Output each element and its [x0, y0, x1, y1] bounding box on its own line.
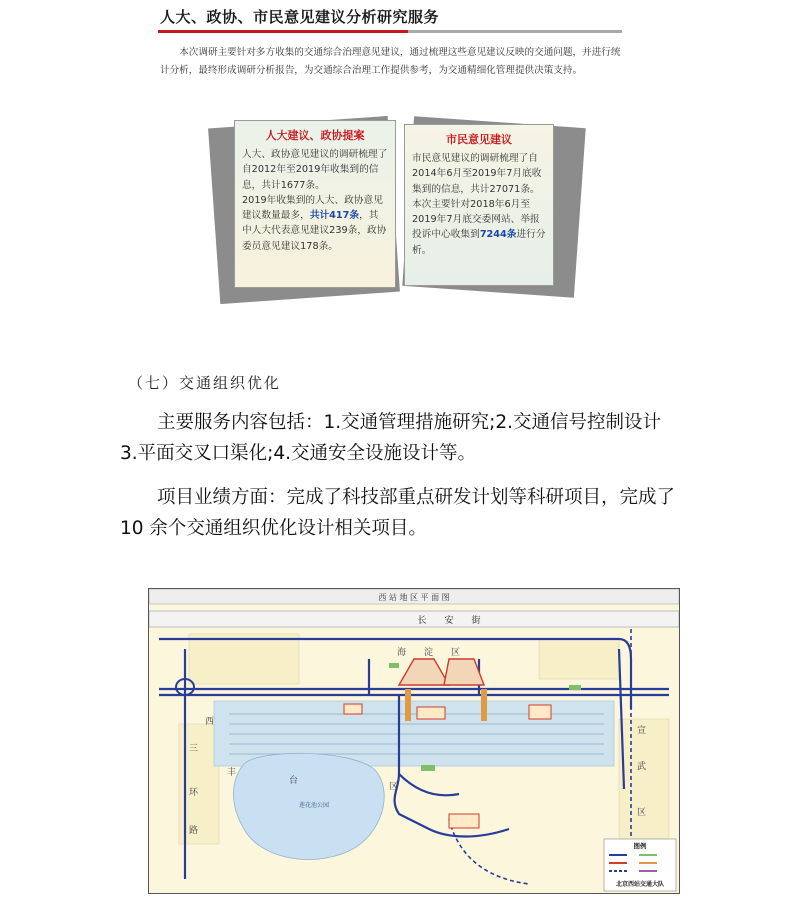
card-title: 市民意见建议	[446, 133, 512, 146]
service-content-paragraph: 主要服务内容包括：1.交通管理措施研究;2.交通信号控制设计 3.平面交叉口渠化;4.交通安全设施设计等。	[120, 412, 662, 464]
changan-avenue	[149, 611, 679, 627]
section-heading: （七）交通组织优化	[128, 374, 282, 392]
legend-title: 图例	[633, 842, 647, 850]
card-text: 市民意见建议的调研梳理了自2014年6月至2019年7月底收集到的信息，共计27071条。	[412, 153, 542, 195]
card-npc-proposals	[222, 120, 400, 300]
intro-paragraph: 本次调研主要针对多方收集的交通综合治理意见建议，通过梳理这些意见建议反映的交通问题，并进行统计分析，最终形成调研分析报告，为交通综合治理工作提供参考，为交通精细化管理提供决策支持。	[160, 47, 621, 76]
third-ring-label-2: 环	[189, 788, 199, 798]
xuanwu-label-2: 武	[637, 762, 647, 772]
card-highlight: 7244条	[479, 229, 517, 241]
xuanwu-label-1: 宣	[637, 726, 647, 736]
station-pillar	[481, 689, 487, 721]
card-body	[242, 147, 388, 254]
card-text: 本次主要针对2018年6月至2019年7月底交委网站、举报投诉中心收集到	[412, 198, 540, 241]
map-svg	[149, 589, 679, 893]
card-text: 人大、政协意见建议的调研梳理了自2012年至2019年收集到的信息，共计1677条。	[242, 149, 388, 191]
achievements-paragraph: 项目业绩方面：完成了科技部重点研发计划等科研项目，完成了 10 余个交通组织优化设计相关项目。	[120, 487, 676, 539]
map-block	[619, 719, 669, 839]
changan-label: 长 安 街	[417, 616, 481, 626]
map-title: 西 站 地 区 平 面 图	[378, 593, 450, 602]
fengtai-label-1: 丰	[227, 768, 237, 778]
map-block	[189, 634, 299, 684]
card-panel	[404, 124, 554, 286]
card-panel	[234, 120, 396, 288]
third-ring-label-1: 三	[189, 744, 199, 754]
station-pillar	[405, 689, 411, 721]
card-highlight: 共计417条	[309, 210, 360, 222]
xizhan-area-map	[148, 588, 680, 894]
fengtai-label-3: 区	[389, 782, 399, 792]
west-label: 西	[205, 717, 215, 727]
map-footer: 北京西站交通大队	[615, 881, 665, 888]
haidian-label: 海 淀 区	[397, 648, 461, 658]
card-text: 进行分析。	[412, 229, 546, 256]
fengtai-label-2: 台	[289, 776, 299, 786]
card-text: ，其中人大代表意见建议239条，政协委员意见建议178条。	[242, 210, 387, 252]
park-label: 莲花池公园	[298, 802, 330, 809]
page-title: 人大、政协、市民意见建议分析研究服务	[160, 8, 440, 26]
card-text: 2019年收集到的人大、政协意见建议数量最多，	[242, 194, 383, 222]
map-block	[539, 639, 619, 679]
title-underline-accent	[158, 30, 408, 33]
third-ring-label-3: 路	[189, 826, 199, 836]
card-body	[412, 151, 546, 258]
card-citizen-suggestions	[400, 120, 578, 300]
xuanwu-label-3: 区	[637, 808, 647, 818]
card-title: 人大建议、政协提案	[265, 129, 365, 142]
